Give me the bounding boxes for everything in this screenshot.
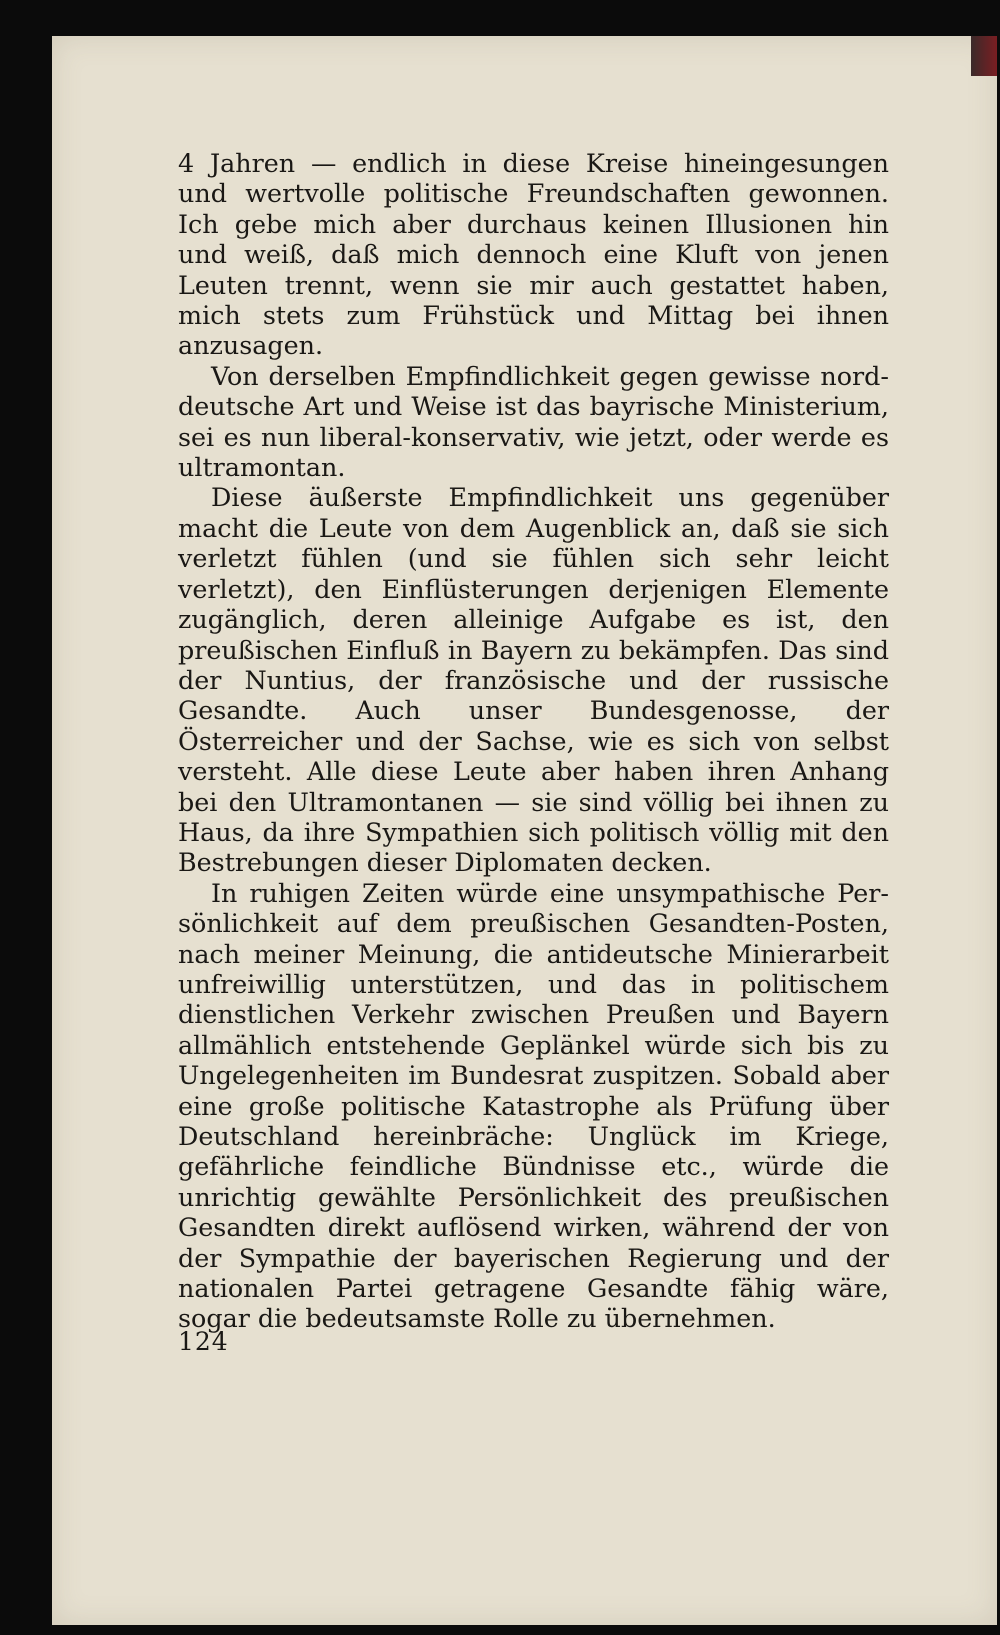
paragraph-3: Diese äußerste Empfindlichkeit uns gegenüber macht die Leute von dem Augenblick an, daß sie sich verletzt fühlen (und sie fühlen sich sehr leicht verletzt), den Einflüsterungen derjenigen Elemente zugänglich, deren alleinige Aufgabe es ist, den preußischen Einfluß in Bayern zu bekämpfen. Das sind der Nuntius, der französische und der russische Gesandte. Auch unser Bundesgenosse, der Österreicher und der Sachse, wie es sich von selbst versteht. Alle diese Leute aber haben ihren Anhang bei den Ultramontanen — sie sind völlig bei ihnen zu Haus, da ihre Sympathien sich politisch völlig mit den Bestrebungen dieser Diplomaten decken. bbox=[178, 482, 889, 878]
paragraph-4: In ruhigen Zeiten würde eine unsympathische Persönlichkeit auf dem preußischen Gesandten-Posten, nach meiner Meinung, die antideutsche Minierarbeit unfreiwillig unterstützen, und das in politischem dienstlichen Verkehr zwischen Preußen und Bayern allmählich entstehende Geplänkel würde sich bis zu Ungelegenheiten im Bundesrat zuspitzen. Sobald aber eine große politische Katastrophe als Prüfung über Deutschland hereinbräche: Unglück im Kriege, gefährliche feindliche Bündnisse etc., würde die unrichtig gewählte Persönlichkeit des preußischen Gesandten direkt auflösend wirken, während der von der Sympathie der bayerischen Regierung und der nationalen Partei getragene Gesandte fähig wäre, sogar die bedeutsamste Rolle zu übernehmen. bbox=[178, 877, 889, 1334]
paragraph-1: 4 Jahren — endlich in diese Kreise hineingesungen und wertvolle politische Freundschaften gewonnen. Ich gebe mich aber durchaus keinen Illusionen hin und weiß, daß mich dennoch eine Kluft von jenen Leuten trennt, wenn sie mir auch gestattet haben, mich stets zum Frühstück und Mittag bei ihnen anzusagen. bbox=[178, 148, 889, 361]
body-text bbox=[178, 148, 889, 1334]
paragraph-2: Von derselben Empfindlichkeit gegen gewisse norddeutsche Art und Weise ist das bayrische Ministerium, sei es nun liberal-konservativ, wie jetzt, oder werde es ultramontan. bbox=[178, 360, 889, 483]
page-edge-strip bbox=[971, 36, 997, 76]
page-number: 124 bbox=[178, 1327, 229, 1356]
